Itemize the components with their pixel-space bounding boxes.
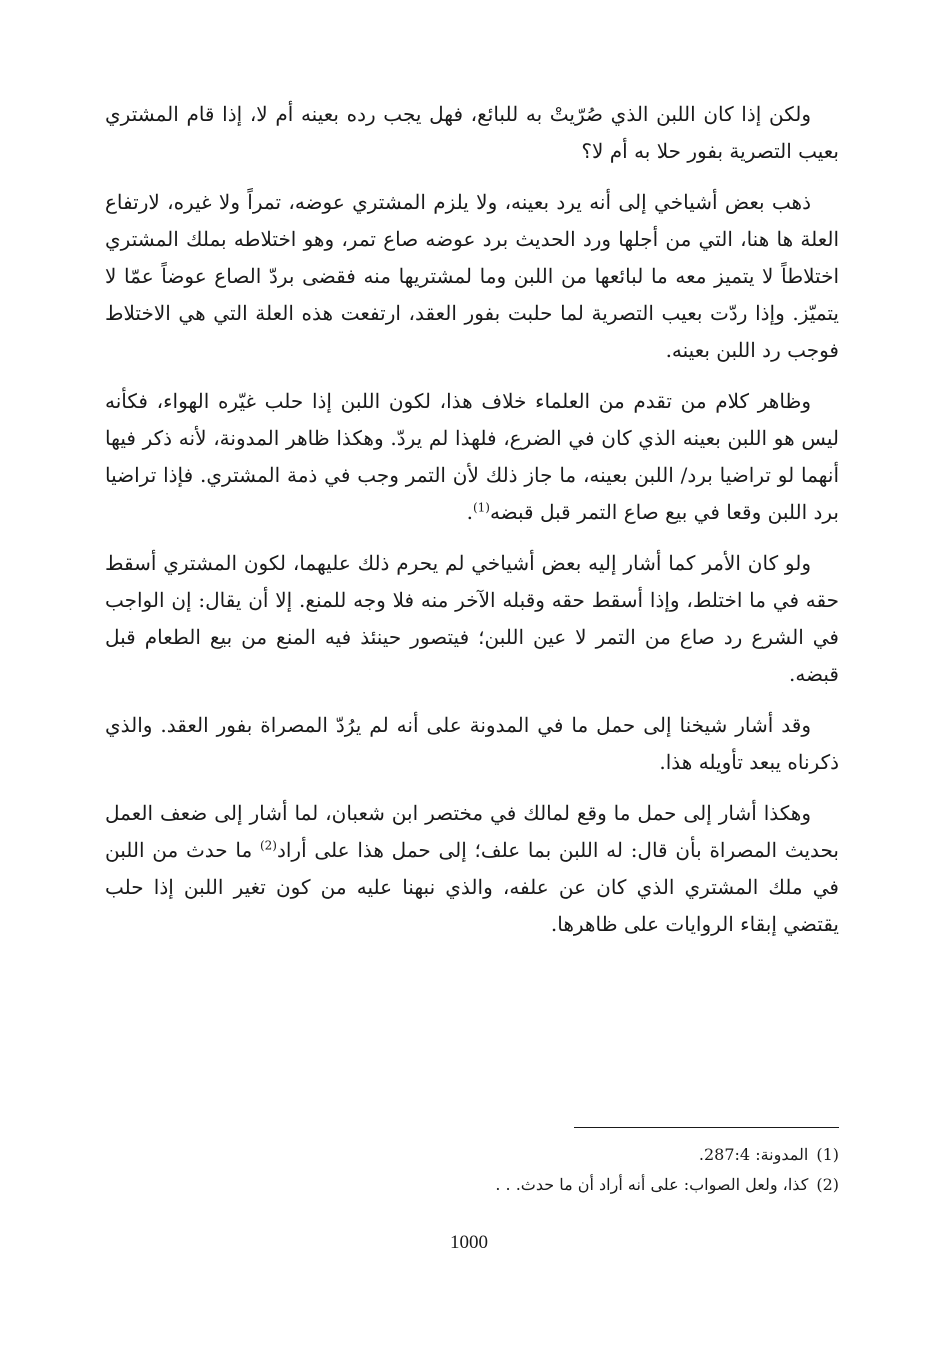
footnote-number: (1) [816,1145,839,1164]
main-text-block [105,96,839,957]
footnote-number: (2) [816,1175,839,1194]
footnote-ref-2[interactable]: (2) [259,838,277,853]
footnote-2 [105,1170,839,1200]
footnote-ref-1[interactable]: (1) [472,500,490,515]
paragraph-6-continuation: ما حدث من اللبن في ملك المشتري الذي كان عن علفه، والذي نبهنا عليه من كون تغير اللبن إذا حلب يقتضي إبقاء الروايات على ظاهرها. [105,838,839,936]
footnote-text: كذا، ولعل الصواب: على أنه أراد أن ما حدث. . . [495,1175,809,1194]
paragraph-3 [105,383,839,531]
paragraph-5: وقد أشار شيخنا إلى حمل ما في المدونة على أنه لم يرُدّ المصراة بفور العقد. والذي ذكرناه يبعد تأويله هذا. [105,713,839,774]
footnote-text: المدونة: 287:4. [698,1145,809,1164]
paragraph-3-end: . [466,500,473,524]
paragraph-2: ذهب بعض أشياخي إلى أنه يرد بعينه، ولا يلزم المشتري عوضه، تمراً ولا غيره، لارتفاع العلة ها هنا، التي من أجلها ورد الحديث برد عوضه صاع تمر، وهو اختلاطه بملك المشتري اختلاطاً لا يتميز معه ما لبائعها من اللبن وما لمشتريها منه فقضى بردّ الصاع عوضاً عمّا لا يتميّز. وإذا ردّت بعيب التصرية لما حلبت بفور العقد، ارتفعت هذه العلة التي هي الاختلاط فوجب رد اللبن بعينه. [105,190,839,362]
paragraph-6-text: وهكذا أشار إلى حمل ما وقع لمالك في مختصر ابن شعبان، لما أشار إلى ضعف العمل بحديث المصراة بأن قال: له اللبن بما علف؛ إلى حمل هذا على أراد [105,801,839,862]
paragraph-6 [105,795,839,943]
footnote-divider [574,1127,839,1128]
page-number: 1000 [450,1232,488,1253]
footnotes-section [105,1140,839,1200]
paragraph-4: ولو كان الأمر كما أشار إليه بعض أشياخي لم يحرم ذلك عليهما، لكون المشتري أسقط حقه في ما اختلط، وإذا أسقط حقه وقبله الآخر منه فلا وجه للمنع. إلا أن يقال: إن الواجب في الشرع رد صاع من التمر لا عين اللبن؛ فيتصور حينئذ فيه المنع من بيع الطعام قبل قبضه. [105,551,839,686]
paragraph-3-text: وظاهر كلام من تقدم من العلماء خلاف هذا، لكون اللبن إذا حلب غيّره الهواء، فكأنه ليس هو اللبن بعينه الذي كان في الضرع، فلهذا لم يردّ. وهكذا ظاهر المدونة، لأنه ذكر فيها أنهما لو تراضيا برد/ اللبن بعينه، ما جاز ذلك لأن التمر وجب في ذمة المشتري. فإذا تراضيا برد اللبن وقعا في بيع صاع التمر قبل قبضه [105,389,839,524]
paragraph-1: ولكن إذا كان اللبن الذي صُرّيتْ به للبائع، فهل يجب رده بعينه أم لا، إذا قام المشتري بعيب التصرية بفور حلا به أم لا؟ [105,102,839,163]
footnote-1 [105,1140,839,1170]
